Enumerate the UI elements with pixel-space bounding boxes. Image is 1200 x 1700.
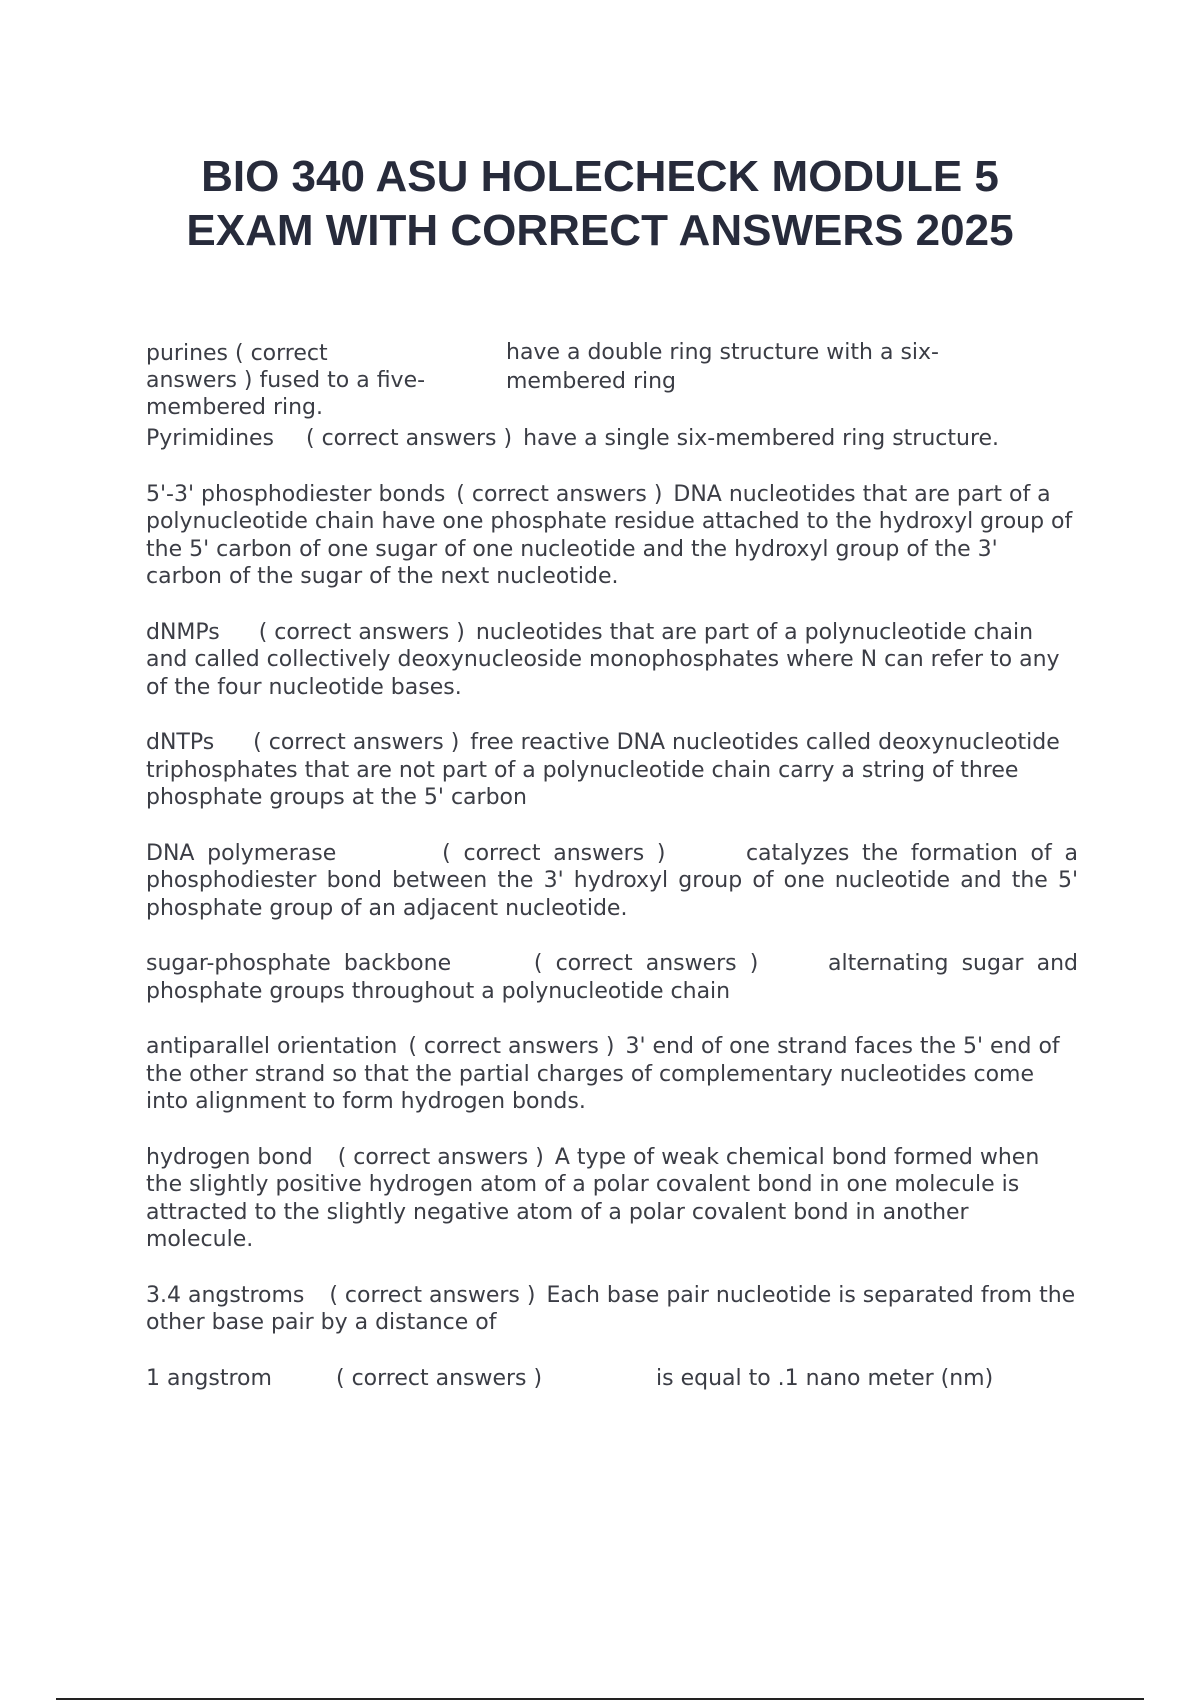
entry-term: hydrogen bond bbox=[146, 1144, 313, 1170]
answer-tag: ( correct answers ) bbox=[336, 1365, 543, 1391]
entry-pyrimidines bbox=[146, 425, 1078, 453]
entry-definition: alternating sugar and phosphate groups throughout a polynucleotide chain bbox=[146, 951, 1078, 1004]
answer-tag: ( correct answers ) bbox=[456, 481, 663, 507]
entry-term: antiparallel orientation bbox=[146, 1034, 398, 1059]
answer-tag: ( correct answers ) bbox=[258, 619, 465, 645]
entry-dntps bbox=[146, 729, 1078, 812]
entry-definition: is equal to .1 nano meter (nm) bbox=[656, 1365, 994, 1391]
entry-definition: catalyzes the formation of a phosphodiester bond between the 3' hydroxyl group of one nucleotide and the 5' phosphate group of an adjacent nucleotide. bbox=[146, 840, 1078, 921]
purines-right-line-2: membered ring bbox=[506, 369, 677, 394]
entry-term: DNA polymerase bbox=[146, 840, 337, 866]
entry-antiparallel-orientation bbox=[146, 1033, 1078, 1116]
purines-term-block bbox=[146, 340, 466, 421]
entry-definition: Each base pair nucleotide is separated from the other base pair by a distance of bbox=[146, 1282, 1076, 1335]
entry-term: dNMPs bbox=[146, 619, 220, 645]
answer-tag: ( correct answers ) bbox=[306, 426, 513, 451]
answer-tag: ( correct answers ) bbox=[442, 840, 666, 866]
entry-term: 3.4 angstroms bbox=[146, 1282, 305, 1308]
answer-tag: ( correct answers ) bbox=[329, 1282, 536, 1308]
entry-3-4-angstroms bbox=[146, 1282, 1078, 1337]
entry-1-angstrom bbox=[146, 1365, 1078, 1393]
entry-term: 1 angstrom bbox=[146, 1365, 272, 1391]
entry-term: Pyrimidines bbox=[146, 426, 275, 451]
answer-tag: ( correct answers ) bbox=[533, 951, 759, 976]
purines-left-line-2: answers ) fused to a five- bbox=[146, 368, 426, 393]
answer-tag: ( correct answers ) bbox=[408, 1034, 615, 1059]
qa-list bbox=[146, 340, 1078, 1392]
purines-left-line-3: membered ring. bbox=[146, 395, 324, 420]
entry-definition: nucleotides that are part of a polynucleotide chain and called collectively deoxynucleoside monophosphates where N can refer to any of the four nucleotide bases. bbox=[146, 619, 1060, 700]
entry-purines bbox=[146, 340, 1078, 425]
purines-definition-block bbox=[506, 338, 1026, 396]
entry-dnmps bbox=[146, 619, 1078, 702]
entry-definition: A type of weak chemical bond formed when the slightly positive hydrogen atom of a polar covalent bond in one molecule is attracted to the slightly negative atom of a polar covalent bond in another molecule. bbox=[146, 1144, 1040, 1252]
purines-left-line-1: purines ( correct bbox=[146, 341, 328, 366]
entry-dna-polymerase bbox=[146, 840, 1078, 923]
entry-hydrogen-bond bbox=[146, 1144, 1078, 1254]
entry-term: sugar-phosphate backbone bbox=[146, 951, 452, 976]
entry-definition: 3' end of one strand faces the 5' end of the other strand so that the partial charges of complementary nucleotides come into alignment to form hydrogen bonds. bbox=[146, 1034, 1060, 1114]
entry-definition: free reactive DNA nucleotides called deoxynucleotide triphosphates that are not part of a polynucleotide chain carry a string of three phosphate groups at the 5' carbon bbox=[146, 730, 1060, 810]
title-line-1: BIO 340 ASU HOLECHECK MODULE 5 bbox=[201, 152, 999, 201]
entry-definition: have a single six-membered ring structure. bbox=[523, 426, 1000, 451]
entry-definition: DNA nucleotides that are part of a polynucleotide chain have one phosphate residue attached to the hydroxyl group of the 5' carbon of one sugar of one nucleotide and the hydroxyl group of the 3' carbon of the sugar of the next nucleotide. bbox=[146, 481, 1073, 589]
entry-term: dNTPs bbox=[146, 730, 215, 755]
purines-right-line-1: have a double ring structure with a six- bbox=[506, 340, 939, 365]
document-title bbox=[100, 150, 1100, 258]
answer-tag: ( correct answers ) bbox=[253, 730, 460, 755]
entry-phosphodiester-bonds bbox=[146, 481, 1078, 591]
title-line-2: EXAM WITH CORRECT ANSWERS 2025 bbox=[186, 206, 1014, 255]
entry-term: 5'-3' phosphodiester bonds bbox=[146, 481, 446, 507]
answer-tag: ( correct answers ) bbox=[337, 1144, 544, 1170]
entry-sugar-phosphate-backbone bbox=[146, 950, 1078, 1005]
